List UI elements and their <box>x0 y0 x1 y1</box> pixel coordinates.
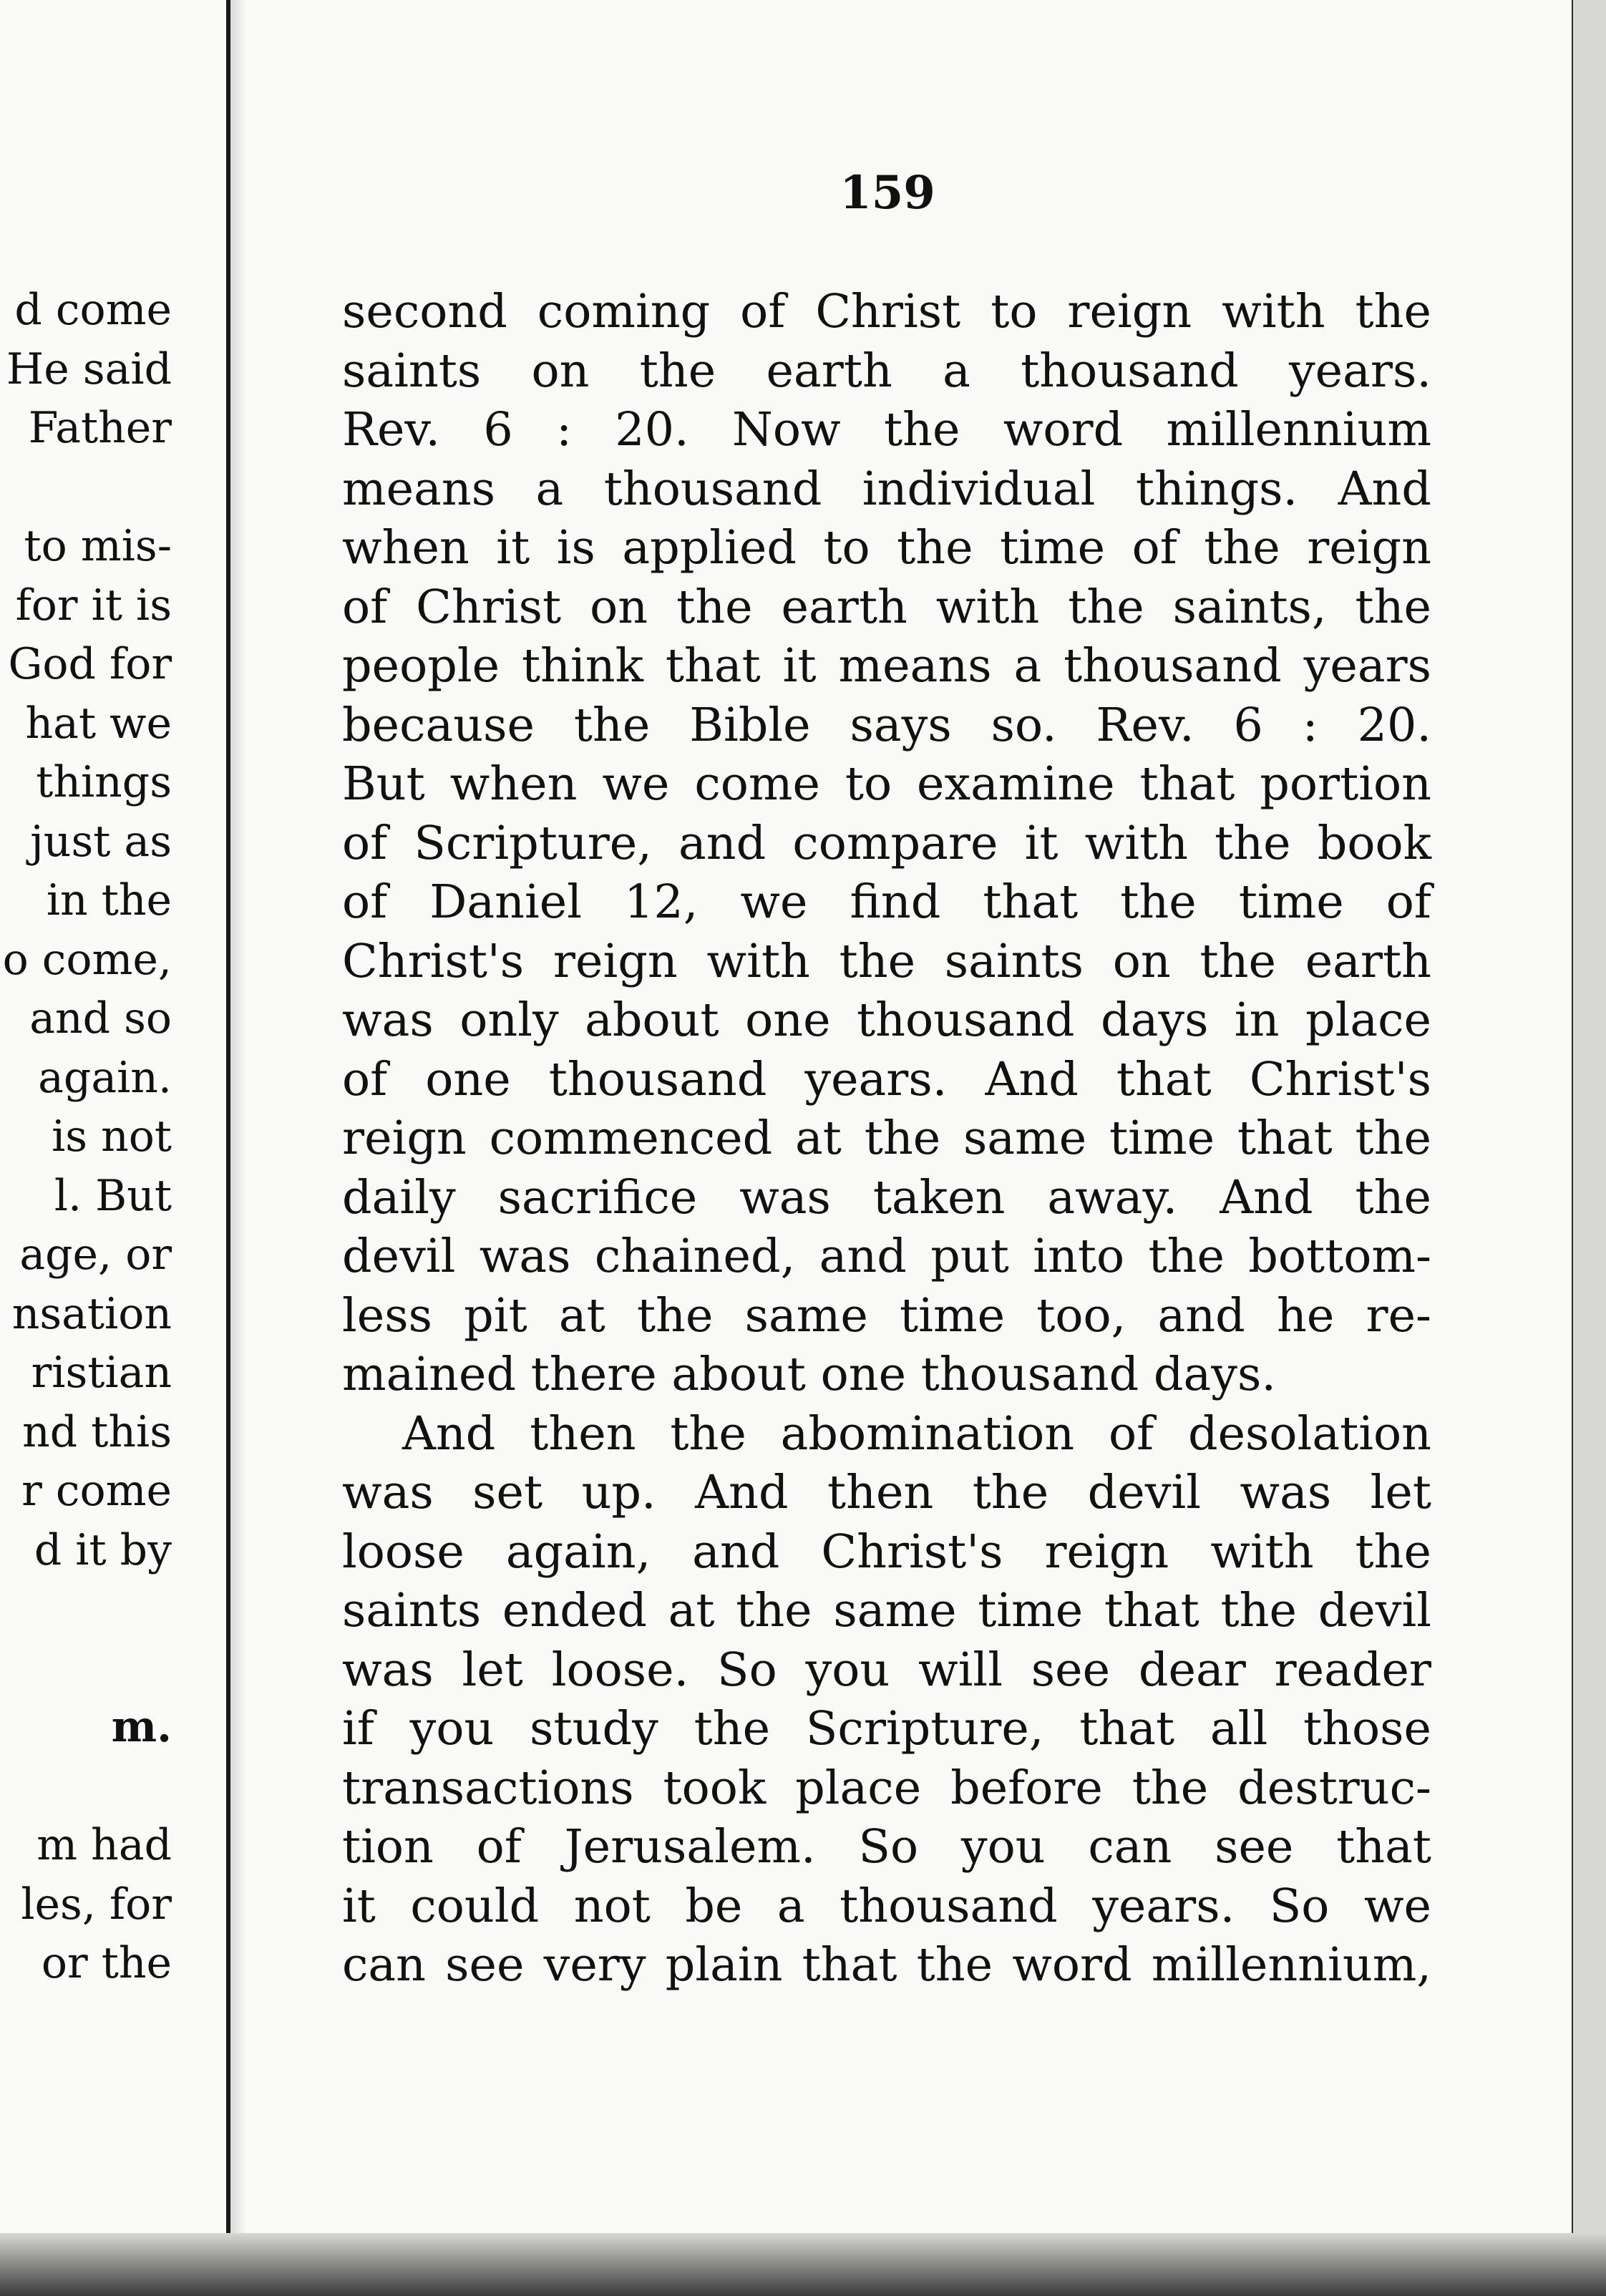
left-line: just as <box>30 816 172 867</box>
left-line: in the <box>46 875 172 925</box>
left-line: d it by <box>34 1524 172 1575</box>
page-number: 159 <box>840 166 935 220</box>
left-line: les, for <box>21 1879 172 1930</box>
body-text <box>342 283 1431 1995</box>
text-line: Christ's reign with the saints on the earth <box>342 934 1431 988</box>
left-line: m. <box>111 1702 172 1752</box>
text-line: was set up. And then the devil was let <box>342 1466 1431 1519</box>
text-line: daily sacrifice was taken away. And the <box>342 1170 1431 1225</box>
left-line: He said <box>6 344 172 394</box>
left-line: d come <box>14 285 172 335</box>
left-line: ristian <box>31 1348 172 1398</box>
left-line: and so <box>29 993 172 1044</box>
left-line <box>0 1757 172 1816</box>
text-line: if you study the Scripture, that all those <box>342 1702 1431 1756</box>
text-line: of Christ on the earth with the saints, the <box>342 580 1431 634</box>
text-line: saints on the earth a thousand years. <box>342 344 1431 398</box>
text-line: people think that it means a thousand years <box>342 639 1431 693</box>
text-line: second coming of Christ to reign with the <box>342 285 1431 339</box>
text-line: devil was chained, and put into the bottom- <box>342 1230 1431 1283</box>
text-line: can see very plain that the word millennium, <box>342 1938 1431 1992</box>
left-line: l. But <box>54 1170 172 1221</box>
left-line: hat we <box>25 698 172 749</box>
left-line: nd this <box>22 1406 172 1457</box>
left-line: again. <box>38 1052 172 1103</box>
text-line: was let loose. So you will see dear reader <box>342 1643 1431 1697</box>
text-line: And then the abomination of desolation <box>402 1406 1431 1461</box>
text-line: of Scripture, and compare it with the book <box>342 816 1431 870</box>
left-line: God for <box>8 639 172 689</box>
left-line: r come <box>21 1466 172 1516</box>
text-line: Rev. 6 : 20. Now the word millennium <box>342 403 1431 457</box>
page-edge <box>1573 0 1606 2296</box>
left-page-text <box>0 281 172 1993</box>
left-line: or the <box>41 1938 172 1988</box>
text-line: transactions took place before the destruc- <box>342 1761 1431 1815</box>
left-line <box>0 1639 172 1698</box>
text-line: less pit at the same time too, and he re- <box>342 1288 1431 1343</box>
text-line: because the Bible says so. Rev. 6 : 20. <box>342 698 1431 752</box>
text-line: of Daniel 12, we find that the time of <box>342 875 1431 929</box>
text-line: when it is applied to the time of the reign <box>342 521 1431 575</box>
text-line: was only about one thousand days in place <box>342 993 1431 1047</box>
text-line: of one thousand years. And that Christ's <box>342 1052 1431 1106</box>
left-line: to mis- <box>24 521 172 571</box>
left-line <box>0 458 172 517</box>
left-line: o come, <box>2 934 172 985</box>
left-line: Father <box>28 403 172 453</box>
bottom-scan-edge <box>0 2233 1606 2296</box>
text-line: mained there about one thousand days. <box>342 1348 1277 1401</box>
left-line: is not <box>52 1111 172 1162</box>
text-line: But when we come to examine that portion <box>342 757 1431 811</box>
left-line: m had <box>36 1820 172 1870</box>
left-line: nsation <box>11 1288 172 1339</box>
left-line: things <box>36 757 172 807</box>
text-line: it could not be a thousand years. So we <box>342 1879 1431 1933</box>
text-line: saints ended at the same time that the devil <box>342 1584 1431 1638</box>
text-line: loose again, and Christ's reign with the <box>342 1524 1431 1579</box>
page-gutter-shadow <box>230 0 245 2296</box>
left-line: age, or <box>19 1230 172 1280</box>
left-line <box>0 1580 172 1639</box>
text-line: means a thousand individual things. And <box>342 462 1431 516</box>
text-line: tion of Jerusalem. So you can see that <box>342 1820 1431 1874</box>
text-line: reign commenced at the same time that the <box>342 1111 1431 1165</box>
left-line: for it is <box>15 580 172 631</box>
left-page-fragment <box>0 0 229 2296</box>
